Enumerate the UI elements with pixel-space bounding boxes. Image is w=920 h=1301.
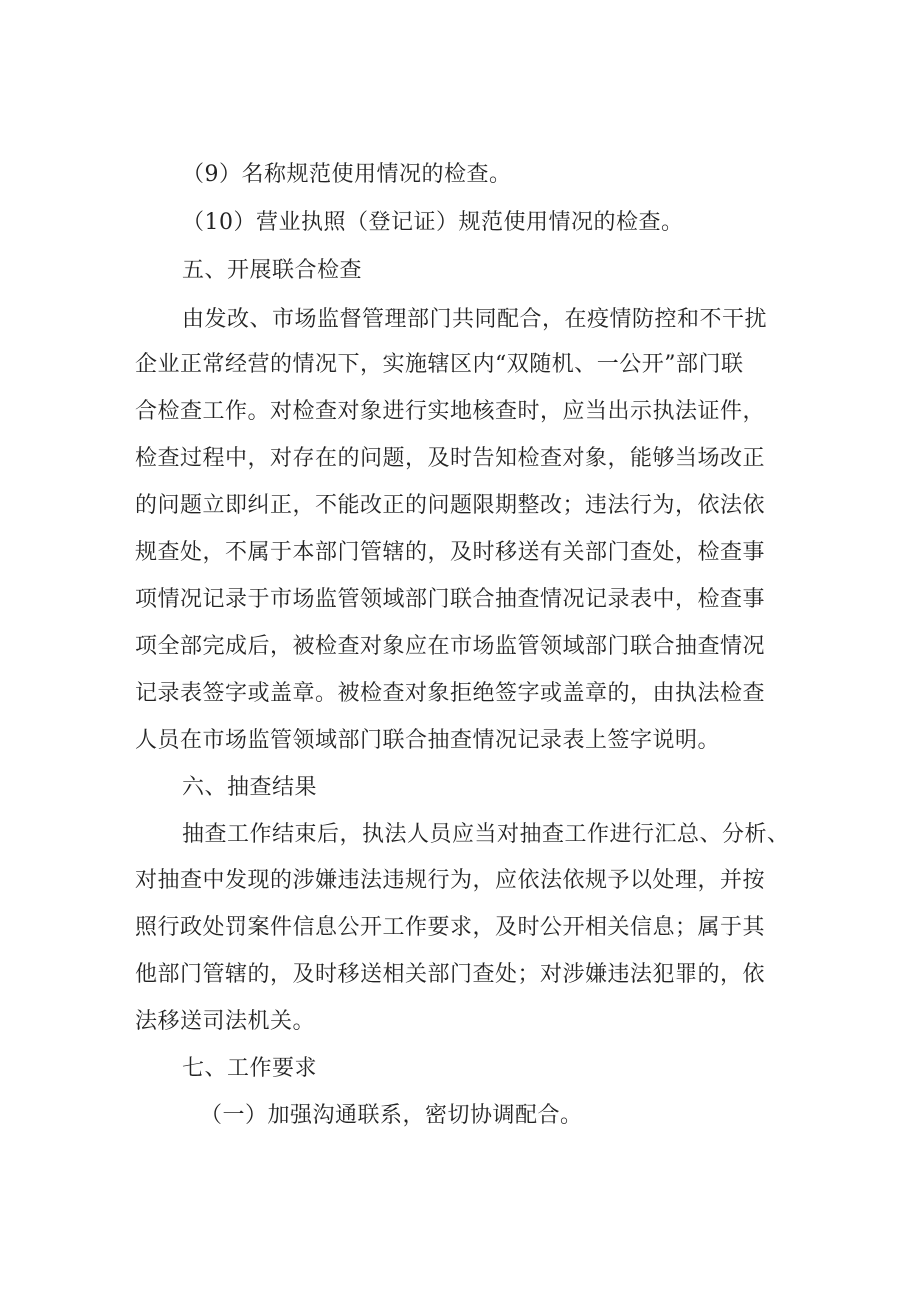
paragraph-line: 对抽查中发现的涉嫌违法违规行为，应依法依规予以处理，并按	[135, 868, 766, 893]
paragraph-line: 合检查工作。对检查对象进行实地核查时，应当出示执法证件，	[135, 399, 766, 424]
paragraph-line: 记录表签字或盖章。被检查对象拒绝签字或盖章的，由执法检查	[135, 681, 766, 706]
paragraph-line: 检查过程中，对存在的问题，及时告知检查对象，能够当场改正	[135, 446, 766, 471]
paragraph-line: 由发改、市场监督管理部门共同配合，在疫情防控和不干扰	[182, 307, 768, 332]
section-5-heading: 五、开展联合检查	[182, 258, 363, 283]
paragraph-line: 抽查工作结束后，执法人员应当对抽查工作进行汇总、分析、	[182, 822, 790, 847]
item-9: （9）名称规范使用情况的检查。	[182, 162, 512, 187]
paragraph-line: 法移送司法机关。	[135, 1009, 316, 1034]
paragraph-line: 项情况记录于市场监管领域部门联合抽查情况记录表中，检查事	[135, 587, 766, 612]
paragraph-line: 企业正常经营的情况下，实施辖区内“双随机、一公开”部门联	[135, 352, 744, 377]
paragraph-line: 照行政处罚案件信息公开工作要求，及时公开相关信息；属于其	[135, 915, 766, 940]
paragraph-line: 的问题立即纠正，不能改正的问题限期整改；违法行为，依法依	[135, 493, 766, 518]
paragraph-line: 项全部完成后，被检查对象应在市场监管领域部门联合抽查情况	[135, 634, 766, 659]
item-10: （10）营业执照（登记证）规范使用情况的检查。	[182, 210, 684, 235]
paragraph-line: 人员在市场监管领域部门联合抽查情况记录表上签字说明。	[135, 728, 721, 753]
section-7-heading: 七、工作要求	[182, 1056, 318, 1081]
section-7-subitem-1: （一）加强沟通联系，密切协调配合。	[200, 1103, 583, 1128]
section-6-heading: 六、抽查结果	[182, 775, 318, 800]
paragraph-line: 他部门管辖的，及时移送相关部门查处；对涉嫌违法犯罪的，依	[135, 962, 766, 987]
paragraph-line: 规查处，不属于本部门管辖的，及时移送有关部门查处，检查事	[135, 540, 766, 565]
